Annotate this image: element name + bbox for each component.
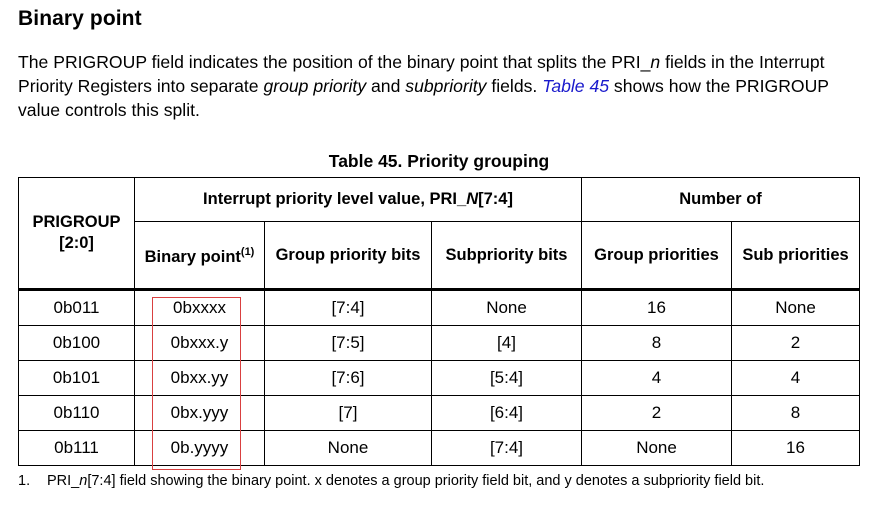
cell-sub-bits: [7:4] — [432, 431, 582, 466]
cell-prigroup: 0b101 — [19, 361, 135, 396]
footnote-ref: (1) — [240, 246, 255, 258]
table-caption: Table 45. Priority grouping — [328, 151, 550, 171]
paragraph-text-4: fields. — [486, 76, 543, 96]
header-level-n: N — [466, 190, 479, 208]
table-row — [19, 431, 860, 466]
paragraph-text-5: shows how the PRIGROUP value controls this split. — [18, 76, 829, 120]
header-level-post: [7:4] — [478, 190, 513, 208]
cell-sub-bits: [5:4] — [432, 361, 582, 396]
cell-group-bits: [7:4] — [265, 290, 432, 326]
footnote-pre: PRI_ — [47, 473, 80, 489]
cell-group-priorities: 2 — [582, 396, 732, 431]
cell-binary-point: 0bx.yyy — [135, 396, 265, 431]
table-row — [19, 290, 860, 326]
paragraph-text-2: fields in the Interrupt Priority Registers into separate — [18, 52, 825, 96]
cell-binary-point: 0bxxxx — [135, 290, 265, 326]
table-45-link[interactable]: Table 45 — [542, 76, 610, 96]
cell-binary-point: 0bxx.yy — [135, 361, 265, 396]
cell-sub-priorities: 16 — [732, 431, 860, 466]
cell-sub-bits: [6:4] — [432, 396, 582, 431]
header-row-1 — [19, 178, 860, 222]
cell-sub-bits: [4] — [432, 326, 582, 361]
cell-prigroup: 0b100 — [19, 326, 135, 361]
cell-group-bits: [7] — [265, 396, 432, 431]
cell-group-priorities: None — [582, 431, 732, 466]
paragraph-n-italic: n — [650, 52, 661, 72]
header-sub-priorities: Sub priorities — [732, 222, 860, 290]
cell-group-bits: [7:6] — [265, 361, 432, 396]
cell-group-priorities: 4 — [582, 361, 732, 396]
priority-grouping-table — [18, 177, 860, 466]
header-prigroup: PRIGROUP [2:0] — [19, 178, 135, 290]
paragraph-text-1: The PRIGROUP field indicates the position of the binary point that splits the PRI_ — [18, 52, 651, 72]
cell-sub-priorities: 8 — [732, 396, 860, 431]
cell-sub-priorities: 2 — [732, 326, 860, 361]
cell-sub-bits: None — [432, 290, 582, 326]
cell-prigroup: 0b110 — [19, 396, 135, 431]
header-binary-point-label: Binary point — [144, 248, 241, 266]
header-priority-level — [135, 178, 582, 222]
table-row — [19, 396, 860, 431]
header-group-priorities: Group priorities — [582, 222, 732, 290]
cell-binary-point: 0bxxx.y — [135, 326, 265, 361]
header-group-bits: Group priority bits — [265, 222, 432, 290]
header-binary-point — [135, 222, 265, 290]
cell-binary-point: 0b.yyyy — [135, 431, 265, 466]
cell-prigroup: 0b111 — [19, 431, 135, 466]
cell-prigroup: 0b011 — [19, 290, 135, 326]
intro-paragraph — [18, 50, 870, 122]
cell-sub-priorities: 4 — [732, 361, 860, 396]
footnote-n: n — [79, 473, 88, 489]
subpriority-term: subpriority — [405, 76, 487, 96]
footnote-text — [47, 474, 837, 489]
header-number-of: Number of — [582, 178, 860, 222]
paragraph-text-3: and — [366, 76, 406, 96]
header-row-2 — [19, 222, 860, 290]
footnote-number: 1. — [18, 473, 31, 489]
table-row — [19, 361, 860, 396]
cell-group-bits: [7:5] — [265, 326, 432, 361]
header-level-pre: Interrupt priority level value, PRI_ — [203, 190, 467, 208]
section-heading: Binary point — [18, 7, 142, 30]
cell-sub-priorities: None — [732, 290, 860, 326]
cell-group-bits: None — [265, 431, 432, 466]
table-row — [19, 326, 860, 361]
cell-group-priorities: 8 — [582, 326, 732, 361]
footnote-post: [7:4] field showing the binary point. x denotes a group priority field bit, and y denotes a subpriority field bit. — [87, 473, 765, 489]
header-sub-bits: Subpriority bits — [432, 222, 582, 290]
cell-group-priorities: 16 — [582, 290, 732, 326]
group-priority-term: group priority — [263, 76, 367, 96]
